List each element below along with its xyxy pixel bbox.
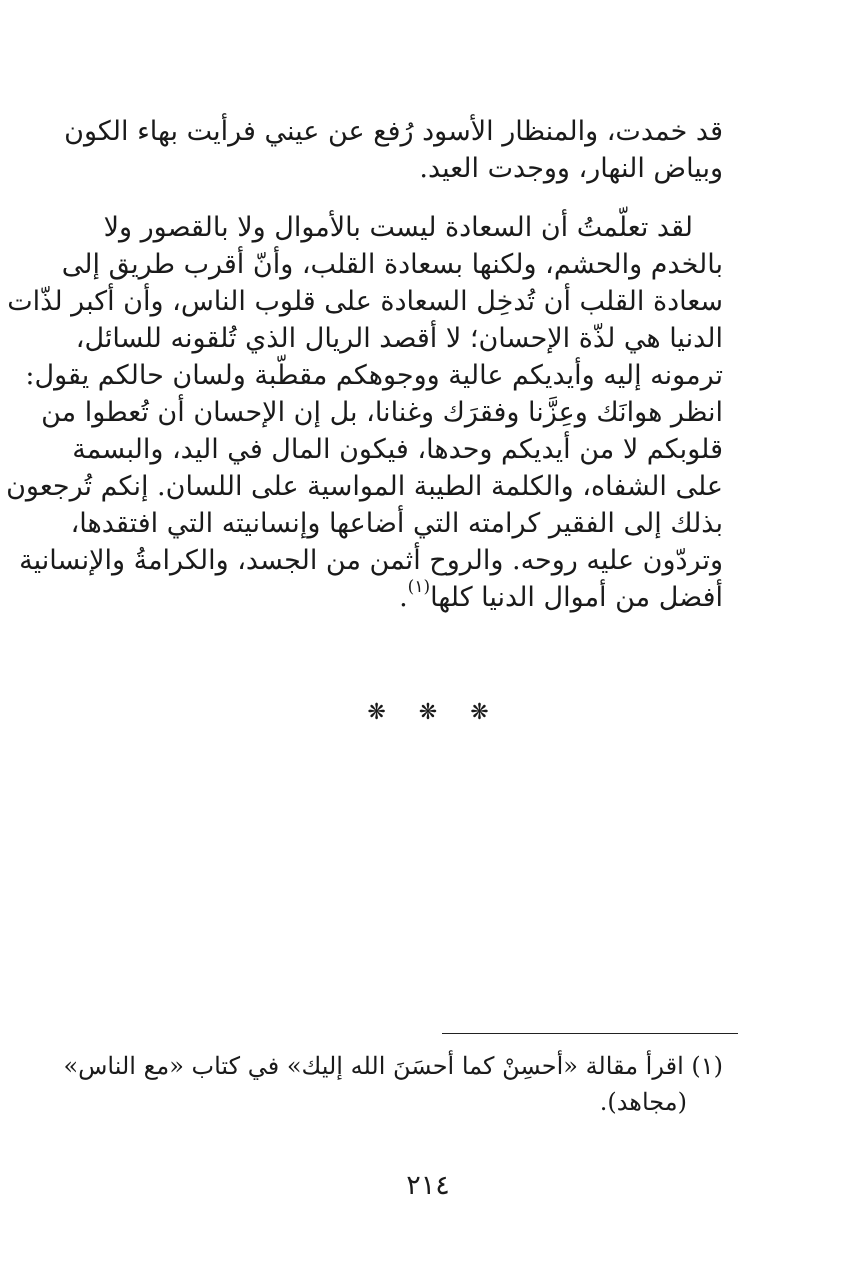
text-line-final	[145, 579, 723, 616]
text-line: لقد تعلّمتُ أن السعادة ليست بالأموال ولا بالقصور ولا	[103, 212, 693, 243]
asterism-glyph: ❋	[418, 700, 438, 725]
text-line: ترمونه إليه وأيديكم عالية ووجوهكم مقطّبة ولسان حالكم يقول:	[25, 360, 723, 391]
paragraph-1	[64, 113, 723, 187]
footnote-divider	[442, 1033, 738, 1034]
text-line: على الشفاه، والكلمة الطيبة المواسية على اللسان. إنكم تُرجعون	[6, 471, 723, 502]
text-line: وبياض النهار، ووجدت العيد.	[419, 153, 723, 184]
text-line-content: أفضل من أموال الدنيا كلها	[430, 582, 723, 613]
footnote	[63, 1048, 723, 1120]
footnote-reference[interactable]: (١)	[407, 577, 431, 597]
text-line: انظر هوانَك وعِزَّنا وفقرَك وغنانا، بل إن الإحسان أن تُعطوا من	[41, 397, 723, 428]
text-line: بالخدم والحشم، ولكنها بسعادة القلب، وأنّ أقرب طريق إلى	[61, 249, 723, 280]
text-line: قلوبكم لا من أيديكم وحدها، فيكون المال في اليد، والبسمة	[72, 434, 723, 465]
text-line: الدنيا هي لذّة الإحسان؛ لا أقصد الريال الذي تُلقونه للسائل،	[75, 323, 723, 354]
text-line: بذلك إلى الفقير كرامته التي أضاعها وإنسانيته التي افتقدها،	[70, 508, 723, 539]
text-line: قد خمدت، والمنظار الأسود رُفع عن عيني فرأيت بهاء الكون	[64, 116, 723, 147]
page-number: ٢١٤	[406, 1170, 450, 1201]
footnote-line: (١) اقرأ مقالة «أحسِنْ كما أحسَنَ الله إليك» في كتاب «مع الناس»	[63, 1052, 723, 1080]
section-separator	[0, 700, 856, 725]
text-line: سعادة القلب أن تُدخِل السعادة على قلوب الناس، وأن أكبر لذّات	[7, 286, 723, 317]
text-line: وتردّون عليه روحه. والروح أثمن من الجسد، والكرامةُ والإنسانية	[19, 545, 723, 576]
end-punctuation: .	[399, 582, 408, 613]
asterism-glyph: ❋	[470, 700, 489, 725]
asterism-glyph: ❋	[367, 700, 386, 725]
paragraph-2	[6, 209, 723, 616]
footnote-line: (مجاهد).	[599, 1088, 687, 1116]
